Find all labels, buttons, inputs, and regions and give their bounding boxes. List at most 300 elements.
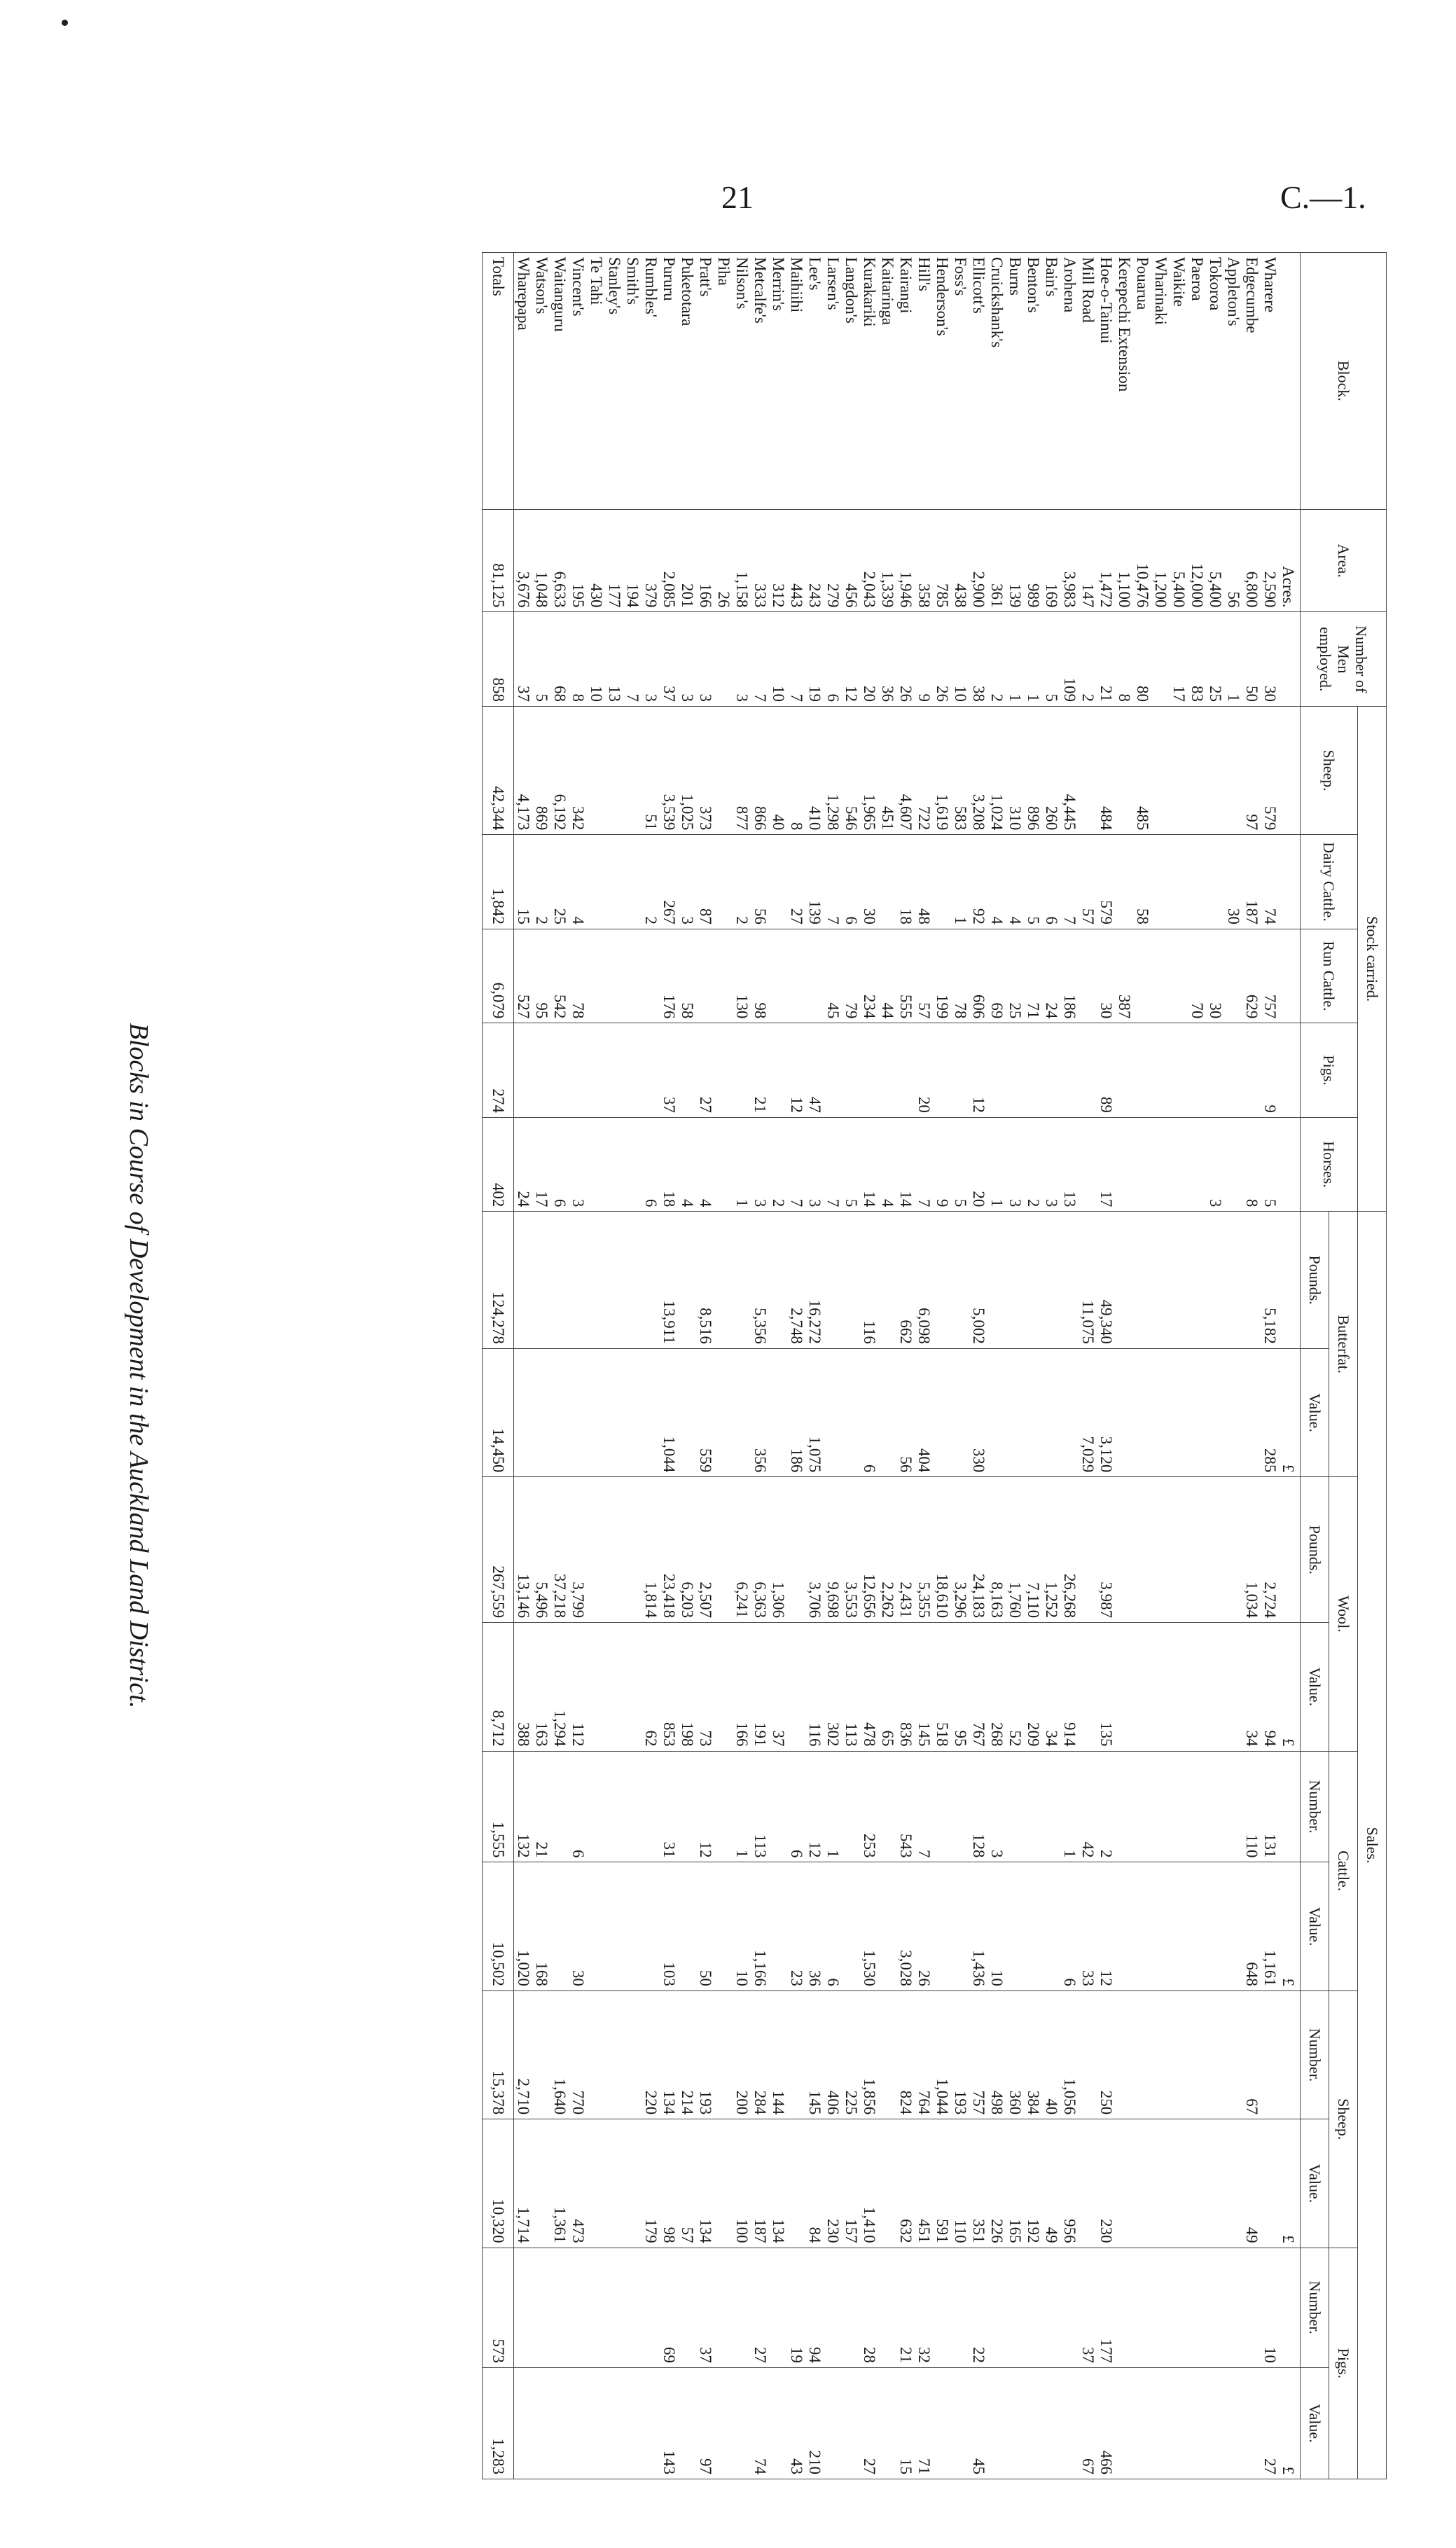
cell-c-v: [769, 1862, 787, 1990]
cell-horses: 4: [678, 1117, 696, 1212]
cell-c-n: [642, 1751, 660, 1862]
cell-bf-lb: [1242, 1212, 1261, 1349]
cell-c-v: 30: [569, 1862, 587, 1990]
cell-bf-v: 356: [751, 1348, 769, 1476]
cell-pigs: [1079, 1023, 1097, 1117]
cell-c-v: 23: [787, 1862, 805, 1990]
cell-block: Pururu: [660, 253, 678, 510]
cell-c-n: [587, 1751, 605, 1862]
cell-p-n: [951, 2248, 969, 2367]
cell-men: 10: [769, 612, 787, 706]
cell-block: Watson's: [532, 253, 550, 510]
cell-horses: 2: [769, 1117, 787, 1212]
cell-p-n: 28: [860, 2248, 878, 2367]
cell-p-v: [842, 2367, 860, 2479]
cell-s-v: [605, 2119, 623, 2248]
cell-bf-v: 56: [896, 1348, 915, 1476]
cell-s-v: 165: [1006, 2119, 1024, 2248]
cell-pigs: [824, 1023, 842, 1117]
cell-dairy: [1206, 835, 1224, 929]
cell-bf-v: [569, 1348, 587, 1476]
cell-pigs: [532, 1023, 550, 1117]
header-sales-sheep: Sheep.: [1329, 1990, 1358, 2248]
cell-s-n: 40: [1042, 1990, 1060, 2119]
document-code: C.—1.: [1280, 179, 1366, 215]
cell-area: 361: [987, 509, 1006, 612]
cell-horses: 1: [987, 1117, 1006, 1212]
cell-pigs: [987, 1023, 1006, 1117]
cell-wool-v: 163: [532, 1623, 550, 1751]
cell-s-v: [1206, 2119, 1224, 2248]
cell-sheep: [1188, 706, 1206, 834]
cell-c-n: [1188, 1751, 1206, 1862]
cell-bf-lb: [824, 1212, 842, 1349]
cell-bf-lb: [1151, 1212, 1170, 1349]
cell-sheep: 342: [569, 706, 587, 834]
cell-c-n: 253: [860, 1751, 878, 1862]
cell-p-n: 21: [896, 2248, 915, 2367]
cell-c-n: [714, 1751, 733, 1862]
cell-wool-lb: 7,110: [1024, 1477, 1042, 1623]
cell-s-v: 98: [660, 2119, 678, 2248]
cell-s-n: [1261, 1990, 1279, 2119]
cell-run: [623, 929, 642, 1023]
cell-run: 176: [660, 929, 678, 1023]
cell-p-n: [769, 2248, 787, 2367]
cell-wool-lb: 12,656: [860, 1477, 878, 1623]
cell-bf-lb: 11,075: [1079, 1212, 1097, 1349]
cell-horses: 18: [660, 1117, 678, 1212]
table-row: [915, 253, 933, 2479]
cell-p-v: [514, 2367, 533, 2479]
cell-run: 98: [751, 929, 769, 1023]
cell-wool-lb: [605, 1477, 623, 1623]
cell-c-n: 1: [1060, 1751, 1079, 1862]
cell-p-v: [623, 2367, 642, 2479]
cell-p-v: 27: [860, 2367, 878, 2479]
cell-bf-v: 3,120: [1097, 1348, 1115, 1476]
cell-s-n: 225: [842, 1990, 860, 2119]
cell-p-n: 69: [660, 2248, 678, 2367]
cell-p-n: [933, 2248, 951, 2367]
cell-s-n: [1079, 1990, 1097, 2119]
cell-wool-lb: 24,183: [969, 1477, 987, 1623]
cell-s-v: 134: [696, 2119, 714, 2248]
cell-block: Kerepechi Extension: [1115, 253, 1133, 510]
cell-bf-lb: [605, 1212, 623, 1349]
cell-p-n: [987, 2248, 1006, 2367]
cell-block: Te Tahi: [587, 253, 605, 510]
units-row: [1279, 253, 1301, 2479]
cell-run: 78: [951, 929, 969, 1023]
cell-c-n: [1006, 1751, 1024, 1862]
cell-pigs: [623, 1023, 642, 1117]
cell-wool-lb: 3,799: [569, 1477, 587, 1623]
cell-run: [587, 929, 605, 1023]
cell-men: 13: [605, 612, 623, 706]
cell-c-v: [842, 1862, 860, 1990]
cell-c-v: 1,020: [514, 1862, 533, 1990]
cell-p-n: [1024, 2248, 1042, 2367]
cell-c-v: 12: [1097, 1862, 1115, 1990]
cell-men: 7: [787, 612, 805, 706]
cell-s-v: 451: [915, 2119, 933, 2248]
cell-p-v: [569, 2367, 587, 2479]
cell-p-n: [733, 2248, 751, 2367]
cell-run: [769, 929, 787, 1023]
cell-men: 1: [1006, 612, 1024, 706]
cell-bf-lb: [1206, 1212, 1224, 1349]
cell-dairy: 18: [896, 835, 915, 929]
cell-s-v: [623, 2119, 642, 2248]
cell-p-v: [1060, 2367, 1079, 2479]
cell-bf-lb: [532, 1212, 550, 1349]
cell-block: Kaitaringa: [878, 253, 896, 510]
cell-bf-lb: [733, 1212, 751, 1349]
cell-c-v: 6: [824, 1862, 842, 1990]
cell-p-v: 71: [915, 2367, 933, 2479]
cell-wool-v: 836: [896, 1623, 915, 1751]
cell-horses: 3: [751, 1117, 769, 1212]
cell-run: 44: [878, 929, 896, 1023]
cell-c-n: 110: [1242, 1751, 1261, 1862]
cell-pigs: 9: [1261, 1023, 1279, 1117]
cell-dairy: [1151, 835, 1170, 929]
cell-wool-lb: 8,163: [987, 1477, 1006, 1623]
cell-pigs: [933, 1023, 951, 1117]
header-sales-pigs: Pigs.: [1329, 2248, 1358, 2479]
cell-dairy: 56: [751, 835, 769, 929]
cell-wool-lb: 1,034: [1242, 1477, 1261, 1623]
cell-sheep: [1224, 706, 1242, 834]
cell-wool-lb: [623, 1477, 642, 1623]
cell-c-n: [1042, 1751, 1060, 1862]
cell-block: Hill's: [915, 253, 933, 510]
stray-mark: [62, 20, 68, 26]
table-row: [1206, 253, 1224, 2479]
cell-s-n: 250: [1097, 1990, 1115, 2119]
total-pigs: 274: [483, 1023, 514, 1117]
cell-p-v: [678, 2367, 696, 2479]
cell-pigs: [1024, 1023, 1042, 1117]
cell-pigs: [714, 1023, 733, 1117]
cell-bf-v: [769, 1348, 787, 1476]
cell-s-n: 214: [678, 1990, 696, 2119]
cell-area: 10,476: [1133, 509, 1151, 612]
cell-s-v: 1,410: [860, 2119, 878, 2248]
cell-bf-lb: [1115, 1212, 1133, 1349]
cell-bf-v: 7,029: [1079, 1348, 1097, 1476]
cell-horses: [1224, 1117, 1242, 1212]
cell-c-n: [951, 1751, 969, 1862]
cell-bf-v: 6: [860, 1348, 878, 1476]
cell-bf-v: [1151, 1348, 1170, 1476]
cell-sheep: [605, 706, 623, 834]
cell-sheep: 866: [751, 706, 769, 834]
cell-s-v: [1170, 2119, 1188, 2248]
cell-horses: [1151, 1117, 1170, 1212]
cell-wool-v: 37: [769, 1623, 787, 1751]
table-row: [678, 253, 696, 2479]
cell-s-v: 591: [933, 2119, 951, 2248]
header-wool: Wool.: [1329, 1477, 1358, 1751]
total-bf-lb: 124,278: [483, 1212, 514, 1349]
header-area: Area.: [1301, 509, 1387, 612]
cell-s-v: 100: [733, 2119, 751, 2248]
cell-wool-lb: 1,814: [642, 1477, 660, 1623]
cell-horses: [714, 1117, 733, 1212]
cell-sheep: [587, 706, 605, 834]
cell-wool-lb: 3,296: [951, 1477, 969, 1623]
cell-wool-v: [787, 1623, 805, 1751]
cell-p-n: [1060, 2248, 1079, 2367]
cell-block: Puketotara: [678, 253, 696, 510]
cell-sheep: 896: [1024, 706, 1042, 834]
cell-s-v: 179: [642, 2119, 660, 2248]
header-sales-cattle: Cattle.: [1329, 1751, 1358, 1990]
cell-block: Kairangi: [896, 253, 915, 510]
cell-p-v: [1133, 2367, 1151, 2479]
cell-wool-v: [1206, 1623, 1224, 1751]
cell-wool-lb: 13,146: [514, 1477, 533, 1623]
total-area: 81,125: [483, 509, 514, 612]
cell-s-n: 498: [987, 1990, 1006, 2119]
cell-p-n: [678, 2248, 696, 2367]
cell-s-v: 351: [969, 2119, 987, 2248]
cell-dairy: [878, 835, 896, 929]
header-wool-pounds: Pounds.: [1301, 1477, 1329, 1623]
cell-area: 1,100: [1115, 509, 1133, 612]
cell-c-v: [714, 1862, 733, 1990]
cell-s-v: [587, 2119, 605, 2248]
cell-c-n: [605, 1751, 623, 1862]
cell-dairy: 30: [860, 835, 878, 929]
table-row: [605, 253, 623, 2479]
cell-area: 1,158: [733, 509, 751, 612]
table-row: [1224, 253, 1242, 2479]
cell-wool-lb: 3,987: [1097, 1477, 1115, 1623]
cell-horses: 7: [787, 1117, 805, 1212]
total-wool-lb: 267,559: [483, 1477, 514, 1623]
table-row: [751, 253, 769, 2479]
page-number: 21: [721, 179, 754, 215]
cell-pigs: [733, 1023, 751, 1117]
total-bf-v: 14,450: [483, 1348, 514, 1476]
total-c-n: 1,555: [483, 1751, 514, 1862]
cell-pigs: [860, 1023, 878, 1117]
cell-p-v: [951, 2367, 969, 2479]
cell-p-n: [1242, 2248, 1261, 2367]
cell-wool-v: [623, 1623, 642, 1751]
cell-bf-v: [1060, 1348, 1079, 1476]
cell-men: 19: [805, 612, 824, 706]
cell-c-v: 1,530: [860, 1862, 878, 1990]
cell-p-n: 37: [696, 2248, 714, 2367]
cell-c-v: [678, 1862, 696, 1990]
cell-s-n: [587, 1990, 605, 2119]
cell-bf-v: [1133, 1348, 1151, 1476]
cell-horses: 9: [933, 1117, 951, 1212]
cell-dairy: 15: [514, 835, 533, 929]
cell-dairy: [605, 835, 623, 929]
table-row: [860, 253, 878, 2479]
cell-s-v: 230: [824, 2119, 842, 2248]
cell-c-v: [1115, 1862, 1133, 1990]
cell-c-n: [550, 1751, 569, 1862]
cell-area: 1,472: [1097, 509, 1115, 612]
cell-pigs: [1151, 1023, 1170, 1117]
cell-dairy: 139: [805, 835, 824, 929]
cell-horses: 20: [969, 1117, 987, 1212]
cell-c-n: [678, 1751, 696, 1862]
cell-bf-v: [514, 1348, 533, 1476]
cell-s-n: [878, 1990, 896, 2119]
cell-wool-lb: 2,431: [896, 1477, 915, 1623]
cell-area: 6,800: [1242, 509, 1261, 612]
header-dairy-cattle: Dairy Cattle.: [1301, 835, 1358, 929]
cell-run: [696, 929, 714, 1023]
cell-s-v: [787, 2119, 805, 2248]
table-row: [1188, 253, 1206, 2479]
cell-pigs: [1206, 1023, 1224, 1117]
cell-sheep: 1,619: [933, 706, 951, 834]
cell-dairy: 1: [951, 835, 969, 929]
cell-horses: 6: [550, 1117, 569, 1212]
cell-bf-v: 404: [915, 1348, 933, 1476]
cell-c-n: 1: [824, 1751, 842, 1862]
cell-horses: [1188, 1117, 1206, 1212]
table-row: [969, 253, 987, 2479]
cell-wool-v: 209: [1024, 1623, 1042, 1751]
cell-pigs: [605, 1023, 623, 1117]
cell-sheep: 3,539: [660, 706, 678, 834]
cell-sheep: 546: [842, 706, 860, 834]
cell-wool-v: 268: [987, 1623, 1006, 1751]
cell-bf-lb: 16,272: [805, 1212, 824, 1349]
cell-horses: 3: [805, 1117, 824, 1212]
total-horses: 402: [483, 1117, 514, 1212]
cell-p-v: [1024, 2367, 1042, 2479]
cell-run: [1079, 929, 1097, 1023]
cell-s-n: 1,044: [933, 1990, 951, 2119]
cell-dairy: 187: [1242, 835, 1261, 929]
cell-area: 333: [751, 509, 769, 612]
cell-s-n: [1188, 1990, 1206, 2119]
cell-bf-v: [605, 1348, 623, 1476]
cell-c-n: [1170, 1751, 1188, 1862]
table-row: [933, 253, 951, 2479]
header-pigs-value: Value.: [1301, 2367, 1329, 2479]
cell-c-n: 2: [1097, 1751, 1115, 1862]
cell-bf-lb: [550, 1212, 569, 1349]
cell-men: 37: [660, 612, 678, 706]
cell-run: 45: [824, 929, 842, 1023]
cell-wool-v: 388: [514, 1623, 533, 1751]
cell-wool-lb: 23,418: [660, 1477, 678, 1623]
cell-run: [605, 929, 623, 1023]
cell-block: Mill Road: [1079, 253, 1097, 510]
cell-horses: 17: [1097, 1117, 1115, 1212]
cell-area: 5,400: [1206, 509, 1224, 612]
cell-pigs: [569, 1023, 587, 1117]
cell-run: [1224, 929, 1242, 1023]
cell-horses: 17: [532, 1117, 550, 1212]
cell-horses: 3: [1006, 1117, 1024, 1212]
cell-men: 68: [550, 612, 569, 706]
cell-c-v: 1,436: [969, 1862, 987, 1990]
cell-block: Pratt's: [696, 253, 714, 510]
cell-wool-v: 95: [951, 1623, 969, 1751]
cell-wool-lb: [587, 1477, 605, 1623]
cell-sheep: 40: [769, 706, 787, 834]
cell-bf-lb: [1224, 1212, 1242, 1349]
cell-c-v: [642, 1862, 660, 1990]
cell-c-v: 36: [805, 1862, 824, 1990]
cell-sheep: 579: [1261, 706, 1279, 834]
cell-pigs: [1242, 1023, 1261, 1117]
cell-wool-v: 34: [1242, 1623, 1261, 1751]
cell-wool-v: 34: [1042, 1623, 1060, 1751]
table-row: [787, 253, 805, 2479]
cell-wool-v: [605, 1623, 623, 1751]
cell-c-v: [1170, 1862, 1188, 1990]
cell-wool-v: 478: [860, 1623, 878, 1751]
cell-pigs: [769, 1023, 787, 1117]
cell-men: 3: [678, 612, 696, 706]
cell-sheep: [1115, 706, 1133, 834]
cell-p-v: [733, 2367, 751, 2479]
cell-s-n: 200: [733, 1990, 751, 2119]
cell-s-v: 473: [569, 2119, 587, 2248]
cell-bf-lb: [1170, 1212, 1188, 1349]
cell-p-v: [1151, 2367, 1170, 2479]
cell-pigs: 37: [660, 1023, 678, 1117]
cell-p-n: 94: [805, 2248, 824, 2367]
cell-p-n: [550, 2248, 569, 2367]
header-men: Number of Men employed.: [1301, 612, 1387, 706]
table-row: [1170, 253, 1188, 2479]
cell-area: 5,400: [1170, 509, 1188, 612]
table-row: [550, 253, 569, 2479]
cell-men: 109: [1060, 612, 1079, 706]
cell-horses: 5: [1261, 1117, 1279, 1212]
cell-p-n: 22: [969, 2248, 987, 2367]
cell-block: Wharere: [1261, 253, 1279, 510]
cell-horses: 7: [915, 1117, 933, 1212]
cell-p-n: 37: [1079, 2248, 1097, 2367]
cell-dairy: 57: [1079, 835, 1097, 929]
header-block: Block.: [1301, 253, 1387, 510]
cell-run: 527: [514, 929, 533, 1023]
cell-run: 95: [532, 929, 550, 1023]
cell-pigs: [1133, 1023, 1151, 1117]
cell-block: Larsen's: [824, 253, 842, 510]
cell-bf-v: 285: [1261, 1348, 1279, 1476]
cell-s-v: 84: [805, 2119, 824, 2248]
cell-dairy: 74: [1261, 835, 1279, 929]
cell-horses: 14: [896, 1117, 915, 1212]
cell-c-v: 6: [1060, 1862, 1079, 1990]
unit-pound-sign: £: [1279, 1348, 1301, 1476]
cell-bf-lb: [587, 1212, 605, 1349]
cell-sheep: [623, 706, 642, 834]
cell-men: 7: [751, 612, 769, 706]
cell-horses: 2: [1024, 1117, 1042, 1212]
cell-area: 456: [842, 509, 860, 612]
table-row: [1115, 253, 1133, 2479]
cell-bf-lb: 49,340: [1097, 1212, 1115, 1349]
cell-s-n: [623, 1990, 642, 2119]
